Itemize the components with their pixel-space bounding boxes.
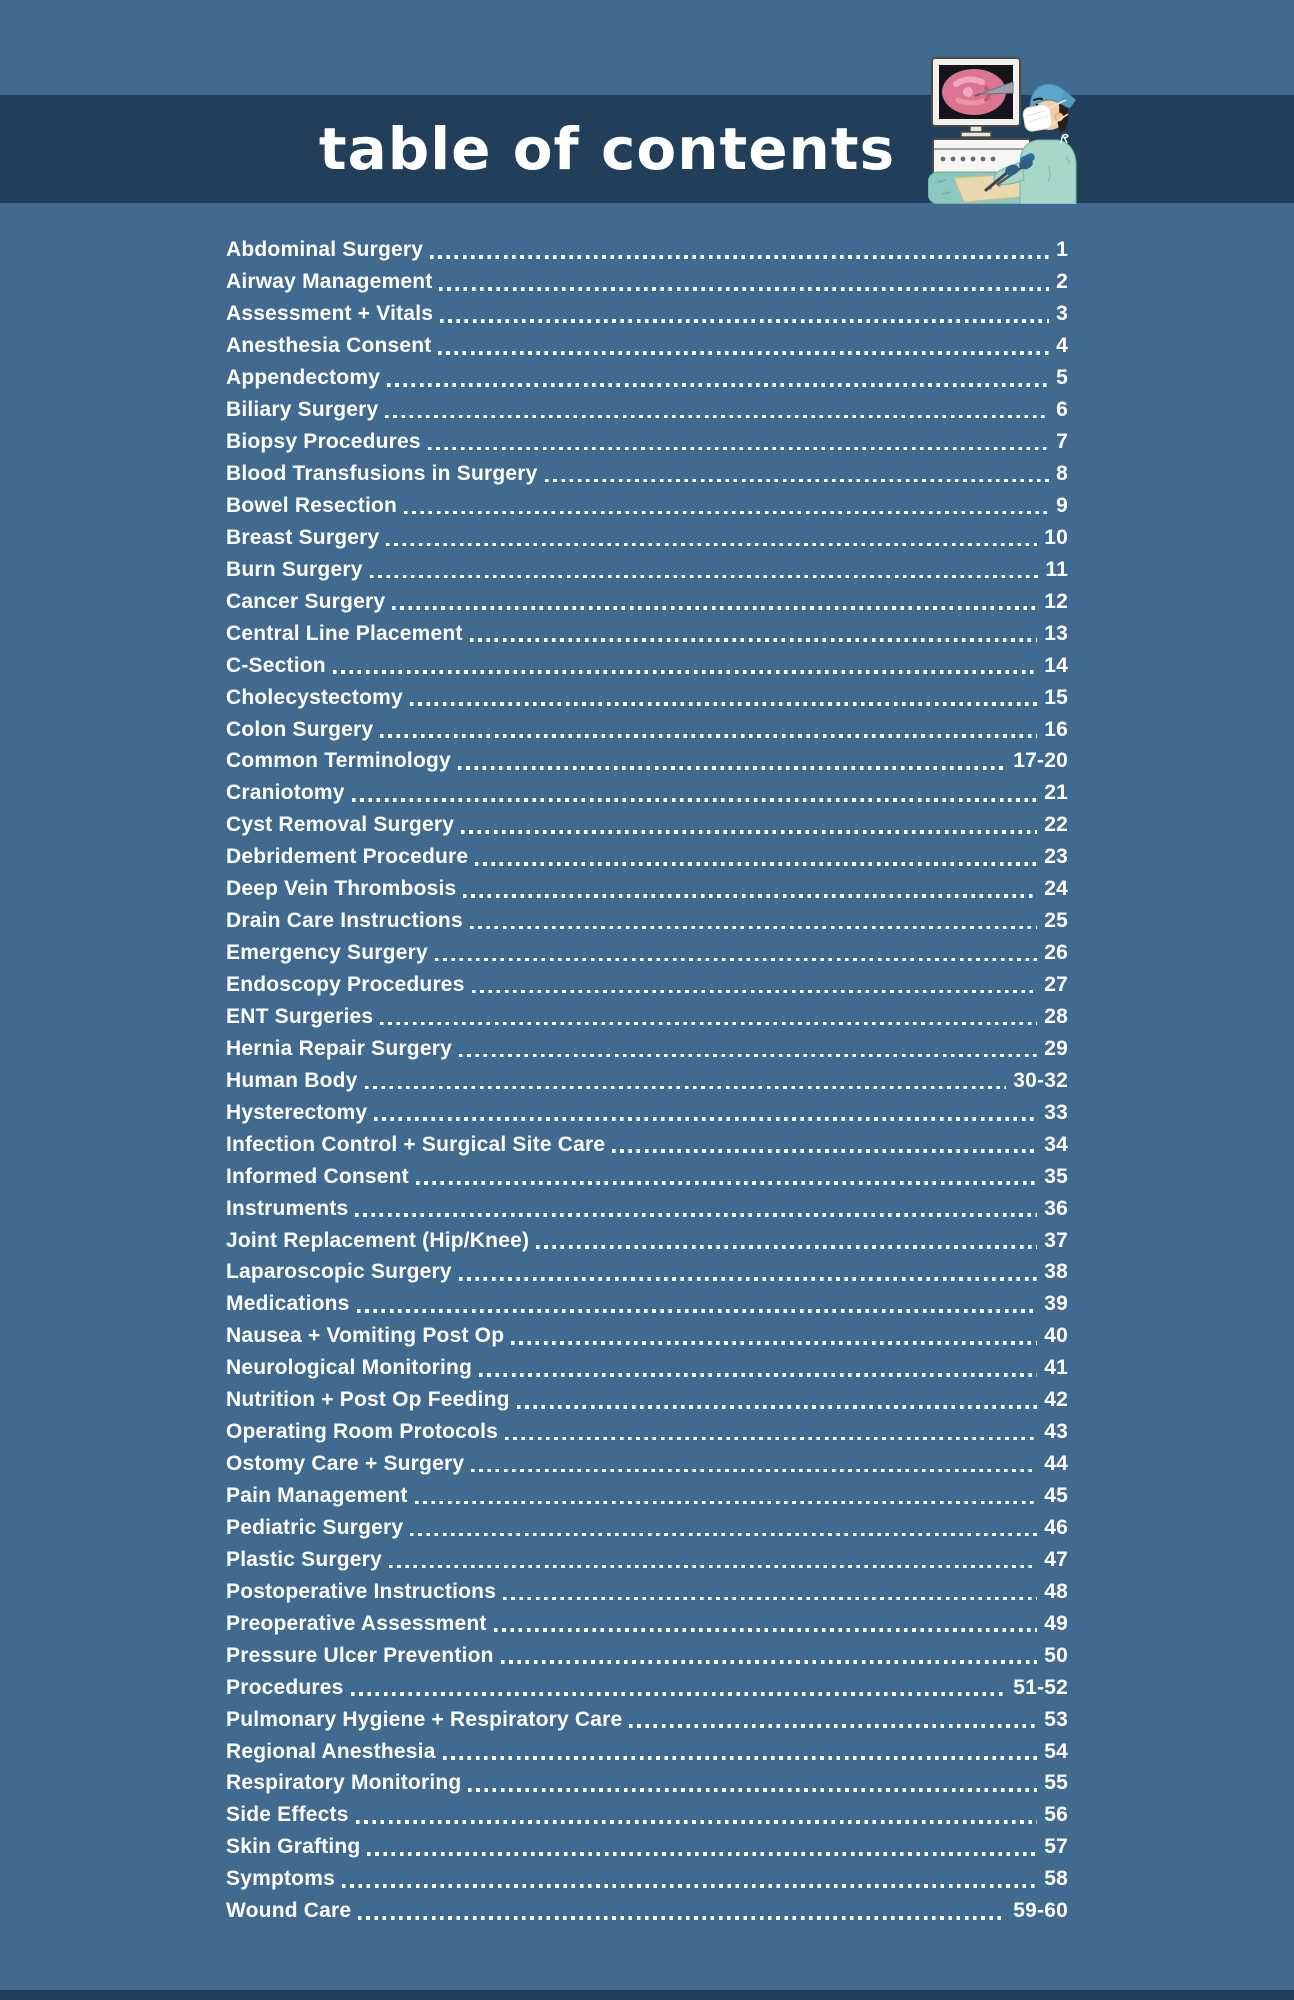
toc-entry-label: Colon Surgery [226, 717, 374, 741]
toc-entry [226, 1416, 1068, 1448]
dot-leader [374, 1117, 1037, 1121]
toc-entry [226, 1096, 1068, 1128]
toc-entry [226, 1575, 1068, 1607]
dot-leader [443, 1756, 1038, 1760]
toc-entry-label: Pain Management [226, 1484, 408, 1508]
toc-entry [226, 1703, 1068, 1735]
toc-entry-label: Hysterectomy [226, 1100, 368, 1124]
toc-entry [226, 490, 1068, 522]
toc-entry-page: 1 [1056, 238, 1068, 262]
toc-entry [226, 298, 1068, 330]
dot-leader [410, 1533, 1037, 1537]
toc-entry-label: Blood Transfusions in Surgery [226, 462, 538, 486]
toc-entry-page: 24 [1044, 877, 1068, 901]
toc-entry [226, 1160, 1068, 1192]
toc-entry-label: Burn Surgery [226, 557, 363, 581]
toc-entry-label: Hernia Repair Surgery [226, 1036, 452, 1060]
dot-leader [505, 1437, 1037, 1441]
toc-entry-label: Regional Anesthesia [226, 1739, 436, 1763]
toc-entry-page: 46 [1044, 1515, 1068, 1539]
toc-entry [226, 1320, 1068, 1352]
toc-entry-page: 36 [1044, 1196, 1068, 1220]
toc-entry [226, 585, 1068, 617]
dot-leader [479, 1373, 1037, 1377]
toc-entry [226, 1384, 1068, 1416]
toc-entry [226, 1128, 1068, 1160]
toc-entry [226, 1512, 1068, 1544]
dot-leader [461, 830, 1037, 834]
toc-entry-page: 42 [1044, 1388, 1068, 1412]
toc-entry-label: Endoscopy Procedures [226, 973, 465, 997]
dot-leader [511, 1341, 1037, 1345]
dot-leader [357, 1309, 1038, 1313]
dot-leader [365, 1086, 1007, 1090]
toc-entry-label: Skin Grafting [226, 1835, 361, 1859]
toc-entry [226, 458, 1068, 490]
toc-entry-label: Procedures [226, 1675, 344, 1699]
toc-entry-label: Plastic Surgery [226, 1547, 382, 1571]
dot-leader [463, 894, 1037, 898]
dot-leader [471, 1469, 1037, 1473]
toc-entry [226, 1639, 1068, 1671]
toc-entry-label: Pediatric Surgery [226, 1515, 404, 1539]
toc-entry [226, 426, 1068, 458]
toc-entry-label: ENT Surgeries [226, 1004, 374, 1028]
toc-entry-label: Central Line Placement [226, 621, 463, 645]
toc-entry-page: 48 [1044, 1579, 1068, 1603]
dot-leader [380, 734, 1037, 738]
dot-leader [517, 1405, 1038, 1409]
toc-entry-page: 54 [1044, 1739, 1068, 1763]
toc-entry-page: 15 [1044, 685, 1068, 709]
dot-leader [503, 1597, 1037, 1601]
toc-entry [226, 362, 1068, 394]
dot-leader [404, 511, 1049, 515]
toc-entry-page: 38 [1044, 1260, 1068, 1284]
toc-entry-page: 49 [1044, 1611, 1068, 1635]
dot-leader [459, 1054, 1037, 1058]
toc-entry-page: 9 [1056, 493, 1068, 517]
toc-entry-page: 2 [1056, 270, 1068, 294]
toc-entry-label: Bowel Resection [226, 493, 398, 517]
toc-entry-label: Respiratory Monitoring [226, 1771, 462, 1795]
dot-leader [370, 575, 1039, 579]
toc-entry-page: 16 [1044, 717, 1068, 741]
toc-entry-page: 25 [1044, 909, 1068, 933]
dot-leader [459, 1277, 1037, 1281]
toc-entry-page: 57 [1044, 1835, 1068, 1859]
dot-leader [428, 447, 1049, 451]
dot-leader [458, 766, 1006, 770]
toc-entry-page: 45 [1044, 1484, 1068, 1508]
toc-entry-page: 13 [1044, 621, 1068, 645]
toc-entry-label: Anesthesia Consent [226, 334, 432, 358]
toc-list [226, 234, 1068, 1927]
toc-entry-label: Postoperative Instructions [226, 1579, 497, 1603]
toc-entry-page: 34 [1044, 1132, 1068, 1156]
toc-entry-page: 37 [1044, 1228, 1068, 1252]
toc-entry-page: 41 [1044, 1356, 1068, 1380]
dot-leader [536, 1245, 1037, 1249]
toc-entry-page: 27 [1044, 973, 1068, 997]
toc-entry-label: Joint Replacement (Hip/Knee) [226, 1228, 530, 1252]
toc-entry [226, 234, 1068, 266]
toc-entry-label: Pulmonary Hygiene + Respiratory Care [226, 1707, 623, 1731]
toc-entry [226, 681, 1068, 713]
dot-leader [545, 479, 1050, 483]
dot-leader [358, 1916, 1006, 1920]
toc-entry-label: Drain Care Instructions [226, 909, 463, 933]
toc-entry-label: Assessment + Vitals [226, 302, 434, 326]
dot-leader [430, 255, 1049, 259]
dot-leader [475, 862, 1037, 866]
toc-entry [226, 1799, 1068, 1831]
toc-entry-label: Cyst Removal Surgery [226, 813, 455, 837]
toc-entry-page: 33 [1044, 1100, 1068, 1124]
toc-entry-label: Ostomy Care + Surgery [226, 1452, 465, 1476]
toc-entry-page: 51-52 [1013, 1675, 1068, 1699]
dot-leader [380, 1022, 1037, 1026]
toc-entry [226, 1352, 1068, 1384]
toc-entry-page: 5 [1056, 366, 1068, 390]
toc-entry-page: 30-32 [1013, 1068, 1068, 1092]
toc-entry-page: 3 [1056, 302, 1068, 326]
toc-entry-label: Infection Control + Surgical Site Care [226, 1132, 606, 1156]
toc-entry-page: 40 [1044, 1324, 1068, 1348]
toc-entry [226, 1256, 1068, 1288]
toc-entry [226, 1543, 1068, 1575]
toc-entry [226, 1671, 1068, 1703]
toc-entry [226, 1288, 1068, 1320]
toc-entry-label: Biopsy Procedures [226, 430, 421, 454]
toc-entry [226, 521, 1068, 553]
toc-entry [226, 617, 1068, 649]
toc-entry-page: 47 [1044, 1547, 1068, 1571]
toc-entry [226, 1831, 1068, 1863]
toc-entry-label: Debridement Procedure [226, 845, 469, 869]
dot-leader [367, 1852, 1037, 1856]
dot-leader [440, 319, 1049, 323]
toc-entry [226, 841, 1068, 873]
toc-entry-page: 11 [1045, 557, 1068, 581]
dot-leader [352, 798, 1038, 802]
toc-entry-page: 58 [1044, 1867, 1068, 1891]
toc-entry-label: Symptoms [226, 1867, 335, 1891]
toc-entry-label: Neurological Monitoring [226, 1356, 473, 1380]
dot-leader [410, 702, 1037, 706]
surgeon-endoscopy-illustration [928, 46, 1078, 204]
toc-entry [226, 1480, 1068, 1512]
toc-entry [226, 969, 1068, 1001]
dot-leader [387, 383, 1049, 387]
toc-entry-page: 56 [1044, 1803, 1068, 1827]
toc-entry [226, 1767, 1068, 1799]
toc-entry-label: Operating Room Protocols [226, 1420, 498, 1444]
dot-leader [356, 1820, 1038, 1824]
toc-entry [226, 745, 1068, 777]
toc-entry-label: Pressure Ulcer Prevention [226, 1643, 494, 1667]
toc-entry [226, 1735, 1068, 1767]
dot-leader [494, 1628, 1038, 1632]
toc-entry-page: 53 [1044, 1707, 1068, 1731]
toc-entry-page: 12 [1044, 589, 1068, 613]
toc-entry [226, 873, 1068, 905]
toc-entry-label: Nutrition + Post Op Feeding [226, 1388, 510, 1412]
toc-entry-label: Informed Consent [226, 1164, 409, 1188]
toc-entry-page: 6 [1056, 398, 1068, 422]
toc-entry-page: 22 [1044, 813, 1068, 837]
toc-entry [226, 266, 1068, 298]
dot-leader [342, 1884, 1037, 1888]
header-band [0, 95, 1294, 203]
endoscopy-monitor-icon [932, 58, 1020, 137]
toc-entry [226, 905, 1068, 937]
toc-entry-page: 44 [1044, 1452, 1068, 1476]
toc-entry-label: Human Body [226, 1068, 358, 1092]
dot-leader [415, 1501, 1038, 1505]
dot-leader [355, 1213, 1037, 1217]
toc-entry-label: Abdominal Surgery [226, 238, 424, 262]
toc-entry-label: Preoperative Assessment [226, 1611, 487, 1635]
toc-entry [226, 1895, 1068, 1927]
toc-entry-page: 26 [1044, 941, 1068, 965]
dot-leader [472, 990, 1038, 994]
toc-entry-label: Appendectomy [226, 366, 381, 390]
dot-leader [385, 415, 1049, 419]
toc-entry-page: 28 [1044, 1004, 1068, 1028]
dot-leader [416, 1181, 1037, 1185]
toc-entry-page: 4 [1056, 334, 1068, 358]
toc-entry [226, 1001, 1068, 1033]
toc-entry-page: 55 [1044, 1771, 1068, 1795]
toc-entry-label: Wound Care [226, 1899, 352, 1923]
dot-leader [501, 1660, 1038, 1664]
dot-leader [612, 1149, 1037, 1153]
toc-entry [226, 1607, 1068, 1639]
dot-leader [439, 287, 1049, 291]
dot-leader [333, 670, 1037, 674]
toc-entry-label: Airway Management [226, 270, 433, 294]
toc-entry [226, 1032, 1068, 1064]
toc-entry-label: Instruments [226, 1196, 349, 1220]
toc-entry-label: C-Section [226, 653, 326, 677]
toc-entry-label: Deep Vein Thrombosis [226, 877, 457, 901]
toc-entry-label: Cholecystectomy [226, 685, 403, 709]
toc-entry-page: 17-20 [1013, 749, 1068, 773]
toc-entry-label: Emergency Surgery [226, 941, 428, 965]
toc-entry [226, 553, 1068, 585]
dot-leader [389, 1565, 1037, 1569]
toc-entry-page: 10 [1044, 525, 1068, 549]
toc-entry-label: Craniotomy [226, 781, 345, 805]
toc-entry-label: Cancer Surgery [226, 589, 386, 613]
dot-leader [392, 606, 1037, 610]
toc-entry-label: Side Effects [226, 1803, 349, 1827]
toc-entry-page: 43 [1044, 1420, 1068, 1444]
toc-entry-label: Laparoscopic Surgery [226, 1260, 452, 1284]
toc-entry-page: 59-60 [1013, 1899, 1068, 1923]
toc-entry-page: 21 [1044, 781, 1068, 805]
toc-entry [226, 1863, 1068, 1895]
toc-entry [226, 1448, 1068, 1480]
toc-entry [226, 330, 1068, 362]
dot-leader [470, 638, 1038, 642]
toc-entry-page: 7 [1056, 430, 1068, 454]
dot-leader [629, 1724, 1037, 1728]
dot-leader [468, 1788, 1037, 1792]
toc-entry [226, 1224, 1068, 1256]
toc-entry-page: 8 [1056, 462, 1068, 486]
toc-entry-page: 35 [1044, 1164, 1068, 1188]
toc-entry-page: 29 [1044, 1036, 1068, 1060]
dot-leader [386, 543, 1037, 547]
dot-leader [438, 351, 1049, 355]
dot-leader [470, 926, 1037, 930]
toc-entry-label: Medications [226, 1292, 350, 1316]
toc-entry-page: 23 [1044, 845, 1068, 869]
toc-entry-page: 14 [1044, 653, 1068, 677]
toc-entry [226, 394, 1068, 426]
toc-entry [226, 777, 1068, 809]
toc-entry [226, 713, 1068, 745]
dot-leader [351, 1692, 1007, 1696]
toc-entry [226, 649, 1068, 681]
toc-entry-label: Common Terminology [226, 749, 451, 773]
dot-leader [435, 958, 1037, 962]
footer-band [0, 1990, 1294, 2000]
toc-entry [226, 1192, 1068, 1224]
toc-entry [226, 1064, 1068, 1096]
toc-entry [226, 937, 1068, 969]
toc-entry-page: 39 [1044, 1292, 1068, 1316]
toc-entry [226, 809, 1068, 841]
toc-entry-page: 50 [1044, 1643, 1068, 1667]
toc-entry-label: Biliary Surgery [226, 398, 379, 422]
toc-entry-label: Breast Surgery [226, 525, 380, 549]
toc-entry-label: Nausea + Vomiting Post Op [226, 1324, 505, 1348]
page-title: table of contents [318, 115, 896, 183]
